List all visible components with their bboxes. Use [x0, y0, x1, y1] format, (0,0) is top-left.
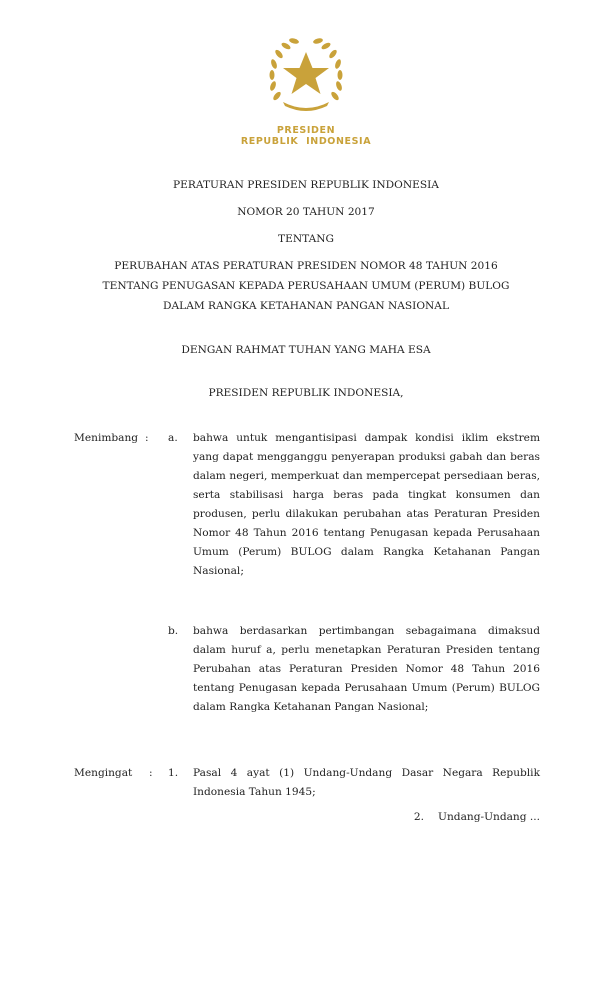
- consideration-text: bahwa untuk mengantisipasi dampak kondisi iklim ekstrem yang dapat mengganggu penyerapan produksi gabah dan beras dalam negeri, memperkuat dan mempercepat persediaan beras, serta stabilisasi harga beras pada tingkat konsumen dan produsen, perlu dilakukan perubahan atas Peraturan Presiden Nomor 48 Tahun 2016 tentang Penugasan kepada Perusahaan Umum (Perum) BULOG dalam Rangka Ketahanan Pangan Nasional;: [193, 432, 540, 577]
- page-continuation: [414, 811, 540, 823]
- consideration-text: bahwa berdasarkan pertimbangan sebagaimana dimaksud dalam huruf a, perlu menetapkan Peraturan Presiden tentang Perubahan atas Peraturan Presiden Nomor 48 Tahun 2016 tentang Penugasan kepada Perusahaan Umum (Perum) BULOG dalam Rangka Ketahanan Pangan Nasional;: [193, 625, 540, 713]
- item-marker: 1.: [168, 767, 179, 779]
- grace-line: DENGAN RAHMAT TUHAN YANG MAHA ESA: [181, 344, 431, 356]
- legal-basis-text: Pasal 4 ayat (1) Undang-Undang Dasar Negara Republik Indonesia Tahun 1945;: [193, 767, 540, 798]
- subject-line: TENTANG PENUGASAN KEPADA PERUSAHAAN UMUM (PERUM) BULOG: [102, 280, 510, 292]
- section-colon: :: [149, 767, 153, 779]
- document-about: TENTANG: [278, 233, 334, 245]
- section-colon: :: [145, 432, 149, 444]
- seal-title-republik: REPUBLIK INDONESIA: [240, 136, 372, 147]
- seal-title-presiden: PRESIDEN: [276, 125, 336, 136]
- continuation-text: Undang-Undang ...: [438, 811, 540, 823]
- subject-line: DALAM RANGKA KETAHANAN PANGAN NASIONAL: [163, 300, 449, 312]
- document-title: PERATURAN PRESIDEN REPUBLIK INDONESIA: [173, 179, 439, 191]
- garuda-star-emblem: [263, 36, 349, 112]
- document-number: NOMOR 20 TAHUN 2017: [237, 206, 375, 218]
- subject-line: PERUBAHAN ATAS PERATURAN PRESIDEN NOMOR 48 TAHUN 2016: [114, 260, 498, 272]
- section-label: Mengingat: [74, 767, 133, 779]
- president-line: PRESIDEN REPUBLIK INDONESIA,: [208, 387, 404, 399]
- item-marker: b.: [168, 625, 179, 637]
- item-marker: a.: [168, 432, 178, 444]
- section-label: Menimbang: [74, 432, 139, 444]
- continuation-marker: 2.: [413, 811, 425, 823]
